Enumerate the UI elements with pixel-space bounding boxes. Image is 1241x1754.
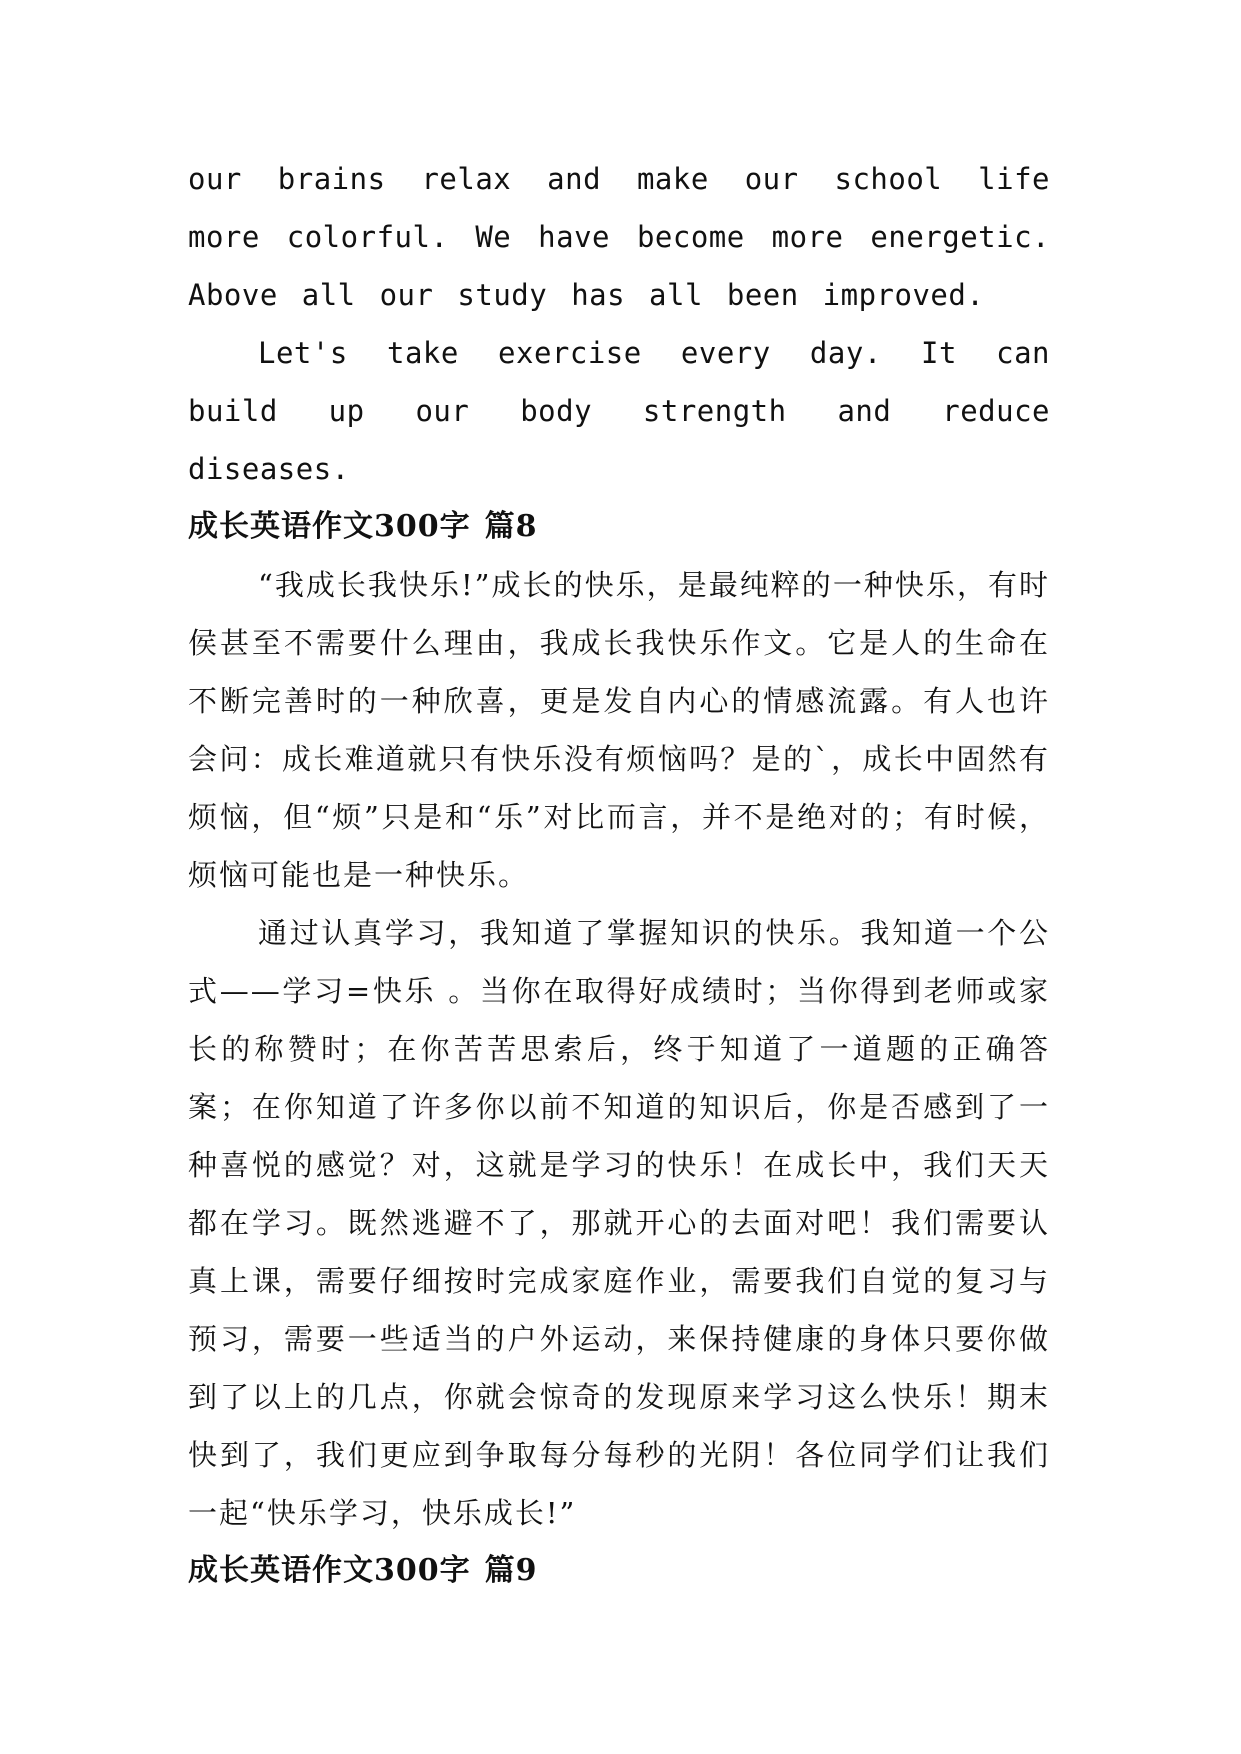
paragraph-growth-happiness: “我成长我快乐!”成长的快乐，是最纯粹的一种快乐，有时侯甚至不需要什么理由，我成长我快乐作文。它是人的生命在不断完善时的一种欣喜，更是发自内心的情感流露。有人也许会问：成长难道就只有快乐没有烦恼吗？是的`，成长中固然有烦恼，但“烦”只是和“乐”对比而言，并不是绝对的；有时候，烦恼可能也是一种快乐。 [188, 568, 1050, 892]
section-heading-title: 成长英语作文300字 [188, 509, 471, 544]
section-heading-8 [188, 498, 1050, 556]
paragraph-continuation: our brains relax and make our school life more colorful. We have become more energetic. Above all our study has all been improved. [188, 162, 1050, 312]
document-page [188, 150, 1050, 1600]
section-heading-9 [188, 1542, 1050, 1600]
section-heading-number: 篇8 [484, 509, 538, 544]
section-heading-title: 成长英语作文300字 [188, 1553, 471, 1588]
section-heading-number: 篇9 [484, 1553, 538, 1588]
paragraph-exercise: Let's take exercise every day. It can build up our body strength and reduce diseases. [188, 336, 1050, 486]
paragraph-learning-happiness: 通过认真学习，我知道了掌握知识的快乐。我知道一个公式——学习=快乐 。当你在取得好成绩时；当你得到老师或家长的称赞时；在你苦苦思索后，终于知道了一道题的正确答案；在你知道了许多你以前不知道的知识后，你是否感到了一种喜悦的感觉？对，这就是学习的快乐！在成长中，我们天天都在学习。既然逃避不了，那就开心的去面对吧！我们需要认真上课，需要仔细按时完成家庭作业，需要我们自觉的复习与预习，需要一些适当的户外运动，来保持健康的身体只要你做到了以上的几点，你就会惊奇的发现原来学习这么快乐！期末快到了，我们更应到争取每分每秒的光阴！各位同学们让我们一起“快乐学习，快乐成长!” [188, 916, 1050, 1530]
